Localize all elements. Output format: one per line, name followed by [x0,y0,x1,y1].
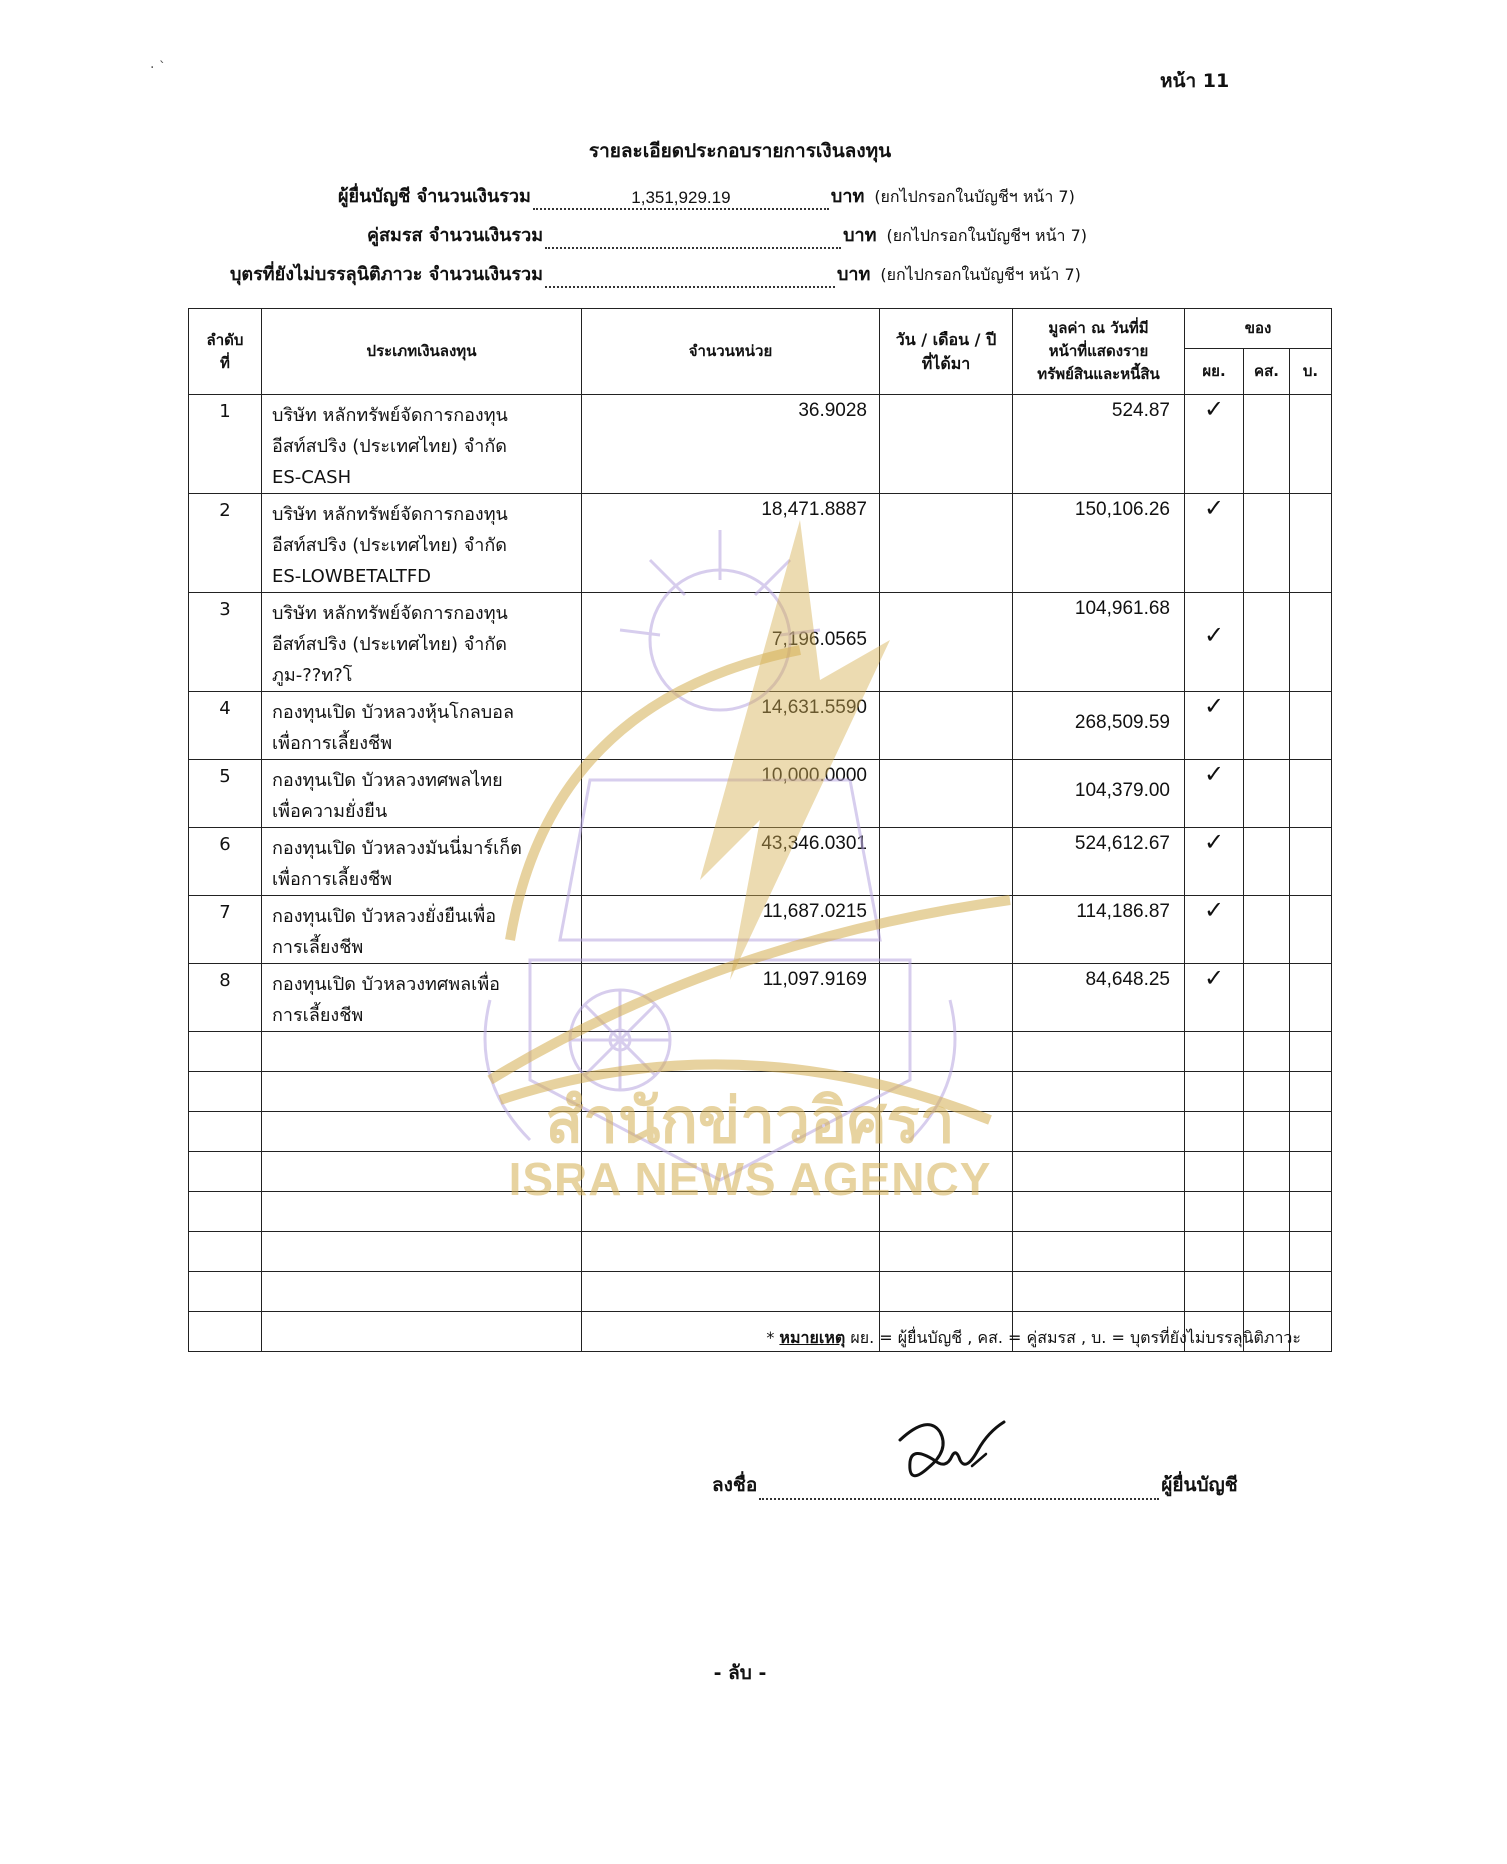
row-units: 14,631.5590 [582,692,880,760]
row-type [262,593,582,692]
row-date [880,494,1013,593]
summary-spouse-label: คู่สมรส จำนวนเงินรวม [367,225,544,246]
row-type-line: เพื่อการเลี้ยงชีพ [272,869,393,890]
row-type-line: การเลี้ยงชีพ [272,1005,364,1026]
row-value: 114,186.87 [1013,896,1185,964]
row-value: 268,509.59 [1013,692,1185,760]
row-value: 150,106.26 [1013,494,1185,593]
summary-filer-label: ผู้ยื่นบัญชี จำนวนเงินรวม [338,186,531,207]
page-title: รายละเอียดประกอบรายการเงินลงทุน [588,140,892,162]
row-owner-filer: ✓ [1185,395,1244,494]
row-units: 43,346.0301 [582,828,880,896]
row-value: 524.87 [1013,395,1185,494]
empty-row [189,1272,1332,1312]
watermark-thai: สำนักข่าวอิศรา [545,1084,955,1157]
footnote-label: หมายเหตุ [779,1328,846,1347]
row-type-line: กองทุนเปิด บัวหลวงหุ้นโกลบอล [272,702,515,723]
row-type-line: อีสท์สปริง (ประเทศไทย) จำกัด [272,634,507,655]
row-date [880,692,1013,760]
row-date [880,828,1013,896]
row-units: 10,000.0000 [582,760,880,828]
row-owner-spouse [1244,494,1290,593]
table-row [189,593,1332,692]
row-no: 5 [189,760,262,828]
row-owner-filer: ✓ [1185,494,1244,593]
page-end-marker: - ลับ - [713,1662,767,1684]
watermark-english: ISRA NEWS AGENCY [508,1153,992,1205]
row-owner-minor [1290,828,1332,896]
row-owner-spouse [1244,692,1290,760]
row-type-line: กองทุนเปิด บัวหลวงยั่งยืนเพื่อ [272,906,496,927]
row-type-line: การเลี้ยงชีพ [272,937,364,958]
row-type [262,828,582,896]
row-no: 4 [189,692,262,760]
row-type-line: บริษัท หลักทรัพย์จัดการกองทุน [272,504,508,525]
row-date [880,964,1013,1032]
row-type-line: กองทุนเปิด บัวหลวงทศพลเพื่อ [272,974,500,995]
row-no: 3 [189,593,262,692]
summary-minor-unit: บาท [836,264,871,285]
header-units: จำนวนหน่วย [582,309,880,395]
scan-speck: · ˋ [150,60,166,76]
row-owner-spouse [1244,395,1290,494]
header-date-line1: วัน / เดือน / ปี [895,329,997,349]
row-owner-filer: ✓ [1185,828,1244,896]
summary-filer-unit: บาท [830,186,865,207]
row-owner-filer: ✓ [1185,692,1244,760]
table-row [189,692,1332,760]
row-owner-spouse [1244,760,1290,828]
row-type-line: ภูม-??ท?โ [272,665,353,686]
header-no-line2: ที่ [220,353,230,372]
header-no [189,309,262,395]
footnote [766,1326,1301,1351]
row-units: 7,196.0565 [582,593,880,692]
row-type-line: บริษัท หลักทรัพย์จัดการกองทุน [272,405,508,426]
row-type-line: ES-LOWBETALTFD [272,566,432,587]
table-row [189,896,1332,964]
row-owner-filer: ✓ [1185,593,1244,692]
header-owner-filer: ผย. [1185,349,1244,395]
table-row [189,494,1332,593]
row-owner-minor [1290,395,1332,494]
row-units: 11,687.0215 [582,896,880,964]
row-type-line: อีสท์สปริง (ประเทศไทย) จำกัด [272,436,507,457]
summary-filer-line [533,186,829,210]
row-units: 36.9028 [582,395,880,494]
row-value: 104,961.68 [1013,593,1185,692]
row-date [880,896,1013,964]
row-owner-minor [1290,760,1332,828]
empty-row [189,1232,1332,1272]
row-owner-spouse [1244,896,1290,964]
header-no-line1: ลำดับ [206,331,244,349]
row-owner-spouse [1244,828,1290,896]
row-no: 1 [189,395,262,494]
row-type [262,964,582,1032]
header-date [880,309,1013,395]
summary-filer-note: (ยกไปกรอกในบัญชีฯ หน้า 7) [874,187,1075,206]
signature-role: ผู้ยื่นบัญชี [1161,1474,1238,1496]
summary-spouse [367,219,1087,249]
summary-minor [230,258,1081,288]
summary-minor-note: (ยกไปกรอกในบัญชีฯ หน้า 7) [880,265,1081,284]
row-value: 104,379.00 [1013,760,1185,828]
row-no: 8 [189,964,262,1032]
row-type [262,395,582,494]
summary-filer [338,180,1075,210]
row-owner-minor [1290,692,1332,760]
empty-row [189,1032,1332,1072]
row-type-line: ES-CASH [272,467,352,488]
row-owner-filer: ✓ [1185,964,1244,1032]
row-owner-filer: ✓ [1185,896,1244,964]
row-type-line: อีสท์สปริง (ประเทศไทย) จำกัด [272,535,507,556]
header-date-line2: ที่ได้มา [921,353,971,373]
row-type-line: เพื่อการเลี้ยงชีพ [272,733,393,754]
row-owner-filer: ✓ [1185,760,1244,828]
summary-minor-label: บุตรที่ยังไม่บรรลุนิติภาวะ จำนวนเงินรวม [230,264,543,285]
header-value-line1: มูลค่า ณ วันที่มี [1048,318,1149,337]
table-row [189,964,1332,1032]
row-type-line: เพื่อความยั่งยืน [272,801,388,822]
table-row [189,395,1332,494]
row-owner-minor [1290,494,1332,593]
row-type-line: กองทุนเปิด บัวหลวงมันนี่มาร์เก็ต [272,838,522,859]
row-units: 18,471.8887 [582,494,880,593]
row-owner-minor [1290,964,1332,1032]
row-no: 2 [189,494,262,593]
row-type-line: บริษัท หลักทรัพย์จัดการกองทุน [272,603,508,624]
row-type [262,494,582,593]
header-owner-minor: บ. [1290,349,1332,395]
signature-dotted-line [759,1478,1159,1500]
summary-filer-value: 1,351,929.19 [631,188,731,207]
header-value [1013,309,1185,395]
header-owner-spouse: คส. [1244,349,1290,395]
row-date [880,760,1013,828]
header-owner: ของ [1185,309,1332,349]
row-type [262,760,582,828]
page-number: หน้า 11 [1160,70,1230,92]
summary-spouse-unit: บาท [843,225,877,246]
table-row [189,828,1332,896]
header-value-line3: ทรัพย์สินและหนี้สิน [1037,365,1160,384]
row-type [262,896,582,964]
header-type: ประเภทเงินลงทุน [262,309,582,395]
row-no: 7 [189,896,262,964]
row-owner-minor [1290,896,1332,964]
summary-spouse-line [545,225,841,249]
header-value-line2: หน้าที่แสดงราย [1048,341,1149,360]
row-type-line: กองทุนเปิด บัวหลวงทศพลไทย [272,770,503,791]
row-owner-minor [1290,593,1332,692]
row-no: 6 [189,828,262,896]
row-type [262,692,582,760]
row-owner-spouse [1244,593,1290,692]
footnote-text: ผย. = ผู้ยื่นบัญชี , คส. = คู่สมรส , บ. = บุตรที่ยังไม่บรรลุนิติภาวะ [845,1328,1301,1347]
row-units: 11,097.9169 [582,964,880,1032]
signature-label: ลงชื่อ [712,1474,758,1496]
summary-minor-line [545,264,835,288]
signature-line [712,1470,1238,1500]
row-value: 84,648.25 [1013,964,1185,1032]
row-owner-spouse [1244,964,1290,1032]
row-date [880,395,1013,494]
row-date [880,593,1013,692]
row-value: 524,612.67 [1013,828,1185,896]
footnote-prefix: * [766,1328,780,1347]
summary-spouse-note: (ยกไปกรอกในบัญชีฯ หน้า 7) [886,226,1088,245]
table-row [189,760,1332,828]
